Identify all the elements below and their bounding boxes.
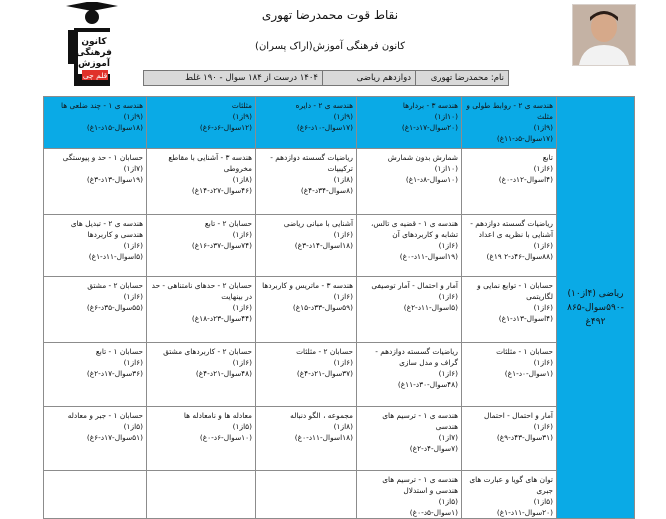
topic-cell	[357, 97, 462, 149]
topic-level: (۶از۱)	[333, 292, 353, 301]
svg-text:فرهنگی: فرهنگی	[76, 48, 112, 58]
topic-level: (۸از۱)	[232, 175, 252, 184]
student-info-table	[143, 70, 509, 86]
topic-stats: (۴اسوال-۱۲د-۰غ)	[498, 175, 553, 184]
topic-cell	[44, 97, 147, 149]
topic-stats: (۴۸سوال-۳۰د-۱۱غ)	[397, 380, 458, 389]
kanoon-logo	[52, 2, 132, 92]
topic-title: هندسه ۳ - ماتریس و کاربردها	[262, 281, 353, 290]
topic-stats: (۱۹سوال-۱۳د-۳غ)	[86, 175, 143, 184]
topic-level: (۹از۱)	[533, 123, 553, 132]
topic-cell	[357, 407, 462, 471]
topic-title: معادله ها و نامعادله ها	[183, 411, 252, 420]
topic-stats: (۱۹اسوال-۱۱د-۰غ)	[399, 252, 458, 261]
topic-level: (۱۰از۱)	[434, 164, 458, 173]
topic-level: (۶از۱)	[333, 358, 353, 367]
topic-stats: (۷۴سوال-۳۷د-۱۶غ)	[191, 241, 252, 250]
topic-cell	[147, 97, 256, 149]
topic-title: مجموعه ، الگو دنباله	[290, 411, 353, 420]
topic-stats: (۱۷سوال-۵د-۱۱غ)	[496, 134, 553, 143]
topic-cell	[256, 343, 357, 407]
topic-title: ریاضیات گسسته دوازدهم - گراف و مدل سازی	[375, 347, 458, 367]
table-row	[44, 97, 635, 149]
page-title: نقاط قوت محمدرضا تهوری	[261, 8, 399, 22]
topic-stats: (۴۸سوال-۲۱د-۴غ)	[195, 369, 252, 378]
topic-level: (۸از۱)	[333, 422, 353, 431]
topic-title: آمار و احتمال - احتمال	[484, 411, 553, 420]
topic-level: (۶از۱)	[123, 241, 143, 250]
subject-summary: ریاضی (۴از۱۰) -۵۹۰سوال-۸۶۵ ۴۹۲غ	[557, 97, 635, 519]
topic-title: حسابان ۱ - جبر و معادله	[67, 411, 143, 420]
topic-level: (۶از۱)	[232, 303, 252, 312]
topic-cell	[357, 277, 462, 343]
topic-level: (۶از۱)	[123, 292, 143, 301]
topic-title: هندسه ی ۲ - دایره	[295, 101, 353, 110]
topic-cell	[256, 97, 357, 149]
topic-title: هندسه ۳ - آشنایی با مقاطع مخروطی	[168, 153, 252, 173]
topic-stats: (۱۰سوال-۶د-۰غ)	[199, 433, 252, 442]
table-row	[44, 471, 635, 519]
svg-text:آموزش: آموزش	[78, 59, 110, 69]
topic-cell	[44, 149, 147, 215]
table-row	[44, 277, 635, 343]
topic-cell	[462, 215, 557, 277]
topic-level: (۹از۱)	[232, 112, 252, 121]
topic-title: هندسه ی ۱ - ترسیم های هندسی	[382, 411, 458, 431]
topic-stats: (۱۸سوال-۱۵د-۱غ)	[86, 123, 143, 132]
topic-stats: (۳۷سوال-۲۱د-۴غ)	[296, 369, 353, 378]
topic-level: (۵از۱)	[438, 497, 458, 506]
topic-stats: (۱سوال-۵د-۰غ)	[409, 508, 458, 517]
topic-level: (۶از۱)	[232, 230, 252, 239]
student-name: نام: محمدرضا تهوری	[416, 71, 509, 86]
table-row	[44, 215, 635, 277]
topic-stats: (۱۸اسوال-۱۱د-۰غ)	[294, 433, 353, 442]
topic-title: هندسه ی ۲ - تبدیل های هندسی و کاربردها	[70, 219, 143, 239]
topic-stats: (۸۸سوال-۴۶د-۲ ۱۹غ)	[486, 252, 553, 261]
topic-cell	[256, 277, 357, 343]
topic-level: (۸از۱)	[333, 175, 353, 184]
topic-cell	[147, 215, 256, 277]
table-row	[44, 407, 635, 471]
topic-title: ریاضیات گسسته دوازدهم - ترکیبیات	[270, 153, 353, 173]
topic-stats: (۵اسوال-۱۱د-۲غ)	[403, 303, 458, 312]
topic-cell	[256, 149, 357, 215]
topic-stats: (۱سوال-۰د-۱غ)	[504, 369, 553, 378]
topic-cell	[147, 149, 256, 215]
topic-cell	[44, 277, 147, 343]
topic-title: شمارش بدون شمارش	[387, 153, 458, 162]
topic-level: (۱۰از۱)	[434, 112, 458, 121]
topic-level: (۶از۱)	[438, 369, 458, 378]
topic-title: توان های گویا و عبارت های جبری	[469, 475, 553, 495]
topic-title: حسابان ۱ - تابع	[95, 347, 143, 356]
topic-title: حسابان ۲ - تابع	[204, 219, 252, 228]
topic-cell	[44, 471, 147, 519]
topic-cell	[462, 343, 557, 407]
topic-stats: (۳۶سوال-۱۷د-۲غ)	[86, 369, 143, 378]
topic-cell	[147, 343, 256, 407]
topic-cell	[256, 215, 357, 277]
topic-level: (۵از۱)	[232, 422, 252, 431]
topic-cell	[44, 343, 147, 407]
topic-level: (۹از۱)	[333, 112, 353, 121]
svg-text:قلم چی: قلم چی	[82, 71, 108, 80]
topic-level: (۵از۱)	[123, 422, 143, 431]
topic-cell	[256, 407, 357, 471]
topic-title: حسابان ۲ - کاربردهای مشتق	[163, 347, 252, 356]
topic-stats: (۵۱سوال-۱۷د-۶غ)	[86, 433, 143, 442]
topic-title: ریاضیات گسسته دوازدهم - آشنایی با نظریه ی اعداد	[470, 219, 553, 239]
topic-level: (۶از۱)	[438, 292, 458, 301]
topic-cell	[462, 97, 557, 149]
topic-cell	[462, 149, 557, 215]
topic-title: تابع	[542, 153, 553, 162]
table-row	[44, 343, 635, 407]
topic-level: (۹از۱)	[123, 112, 143, 121]
topic-level: (۶از۱)	[533, 303, 553, 312]
topic-title: هندسه ی ۱ - چند ضلعی ها	[61, 101, 143, 110]
topic-level: (۶از۱)	[123, 358, 143, 367]
institute-subtitle: کانون فرهنگی آموزش(اراک پسران)	[255, 41, 405, 52]
topic-level: (۶از۱)	[333, 230, 353, 239]
topic-title: حسابان ۲ - حدهای نامتناهی - حد در بینهایت	[151, 281, 252, 301]
topic-title: هندسه ی ۱ - ترسیم های هندسی و استدلال	[382, 475, 458, 495]
topic-stats: (۱۰سوال-۸د-۱غ)	[405, 175, 458, 184]
topic-cell	[44, 407, 147, 471]
topic-title: حسابان ۲ - مشتق	[87, 281, 143, 290]
topic-stats: (۱۸اسوال-۱۴د-۳غ)	[294, 241, 353, 250]
topic-level: (۵از۱)	[533, 497, 553, 506]
topic-title: هندسه ی ۱ - قضیه ی تالس، تشابه و کاربردهای آن	[371, 219, 458, 239]
topic-cell	[147, 407, 256, 471]
topic-title: حسابان ۱ - مثلثات	[496, 347, 553, 356]
topic-cell	[44, 215, 147, 277]
topic-stats: (۴۶سوال-۲۷د-۱۴غ)	[191, 186, 252, 195]
topic-title: مثلثات	[231, 101, 252, 110]
topic-level: (۶از۱)	[533, 358, 553, 367]
topic-cell	[357, 471, 462, 519]
strengths-table	[43, 96, 635, 519]
topic-stats: (۱۲سوال-۶د-۶غ)	[199, 123, 252, 132]
score-summary: ۱۴۰۴ درست از ۱۸۴ سوال - ۱۹۰ غلط	[144, 71, 323, 86]
topic-title: آمار و احتمال - آمار توصیفی	[371, 281, 458, 290]
topic-cell	[256, 471, 357, 519]
topic-title: حسابان ۲ - مثلثات	[296, 347, 353, 356]
topic-title: آشنایی با مبانی ریاضی	[283, 219, 353, 228]
topic-cell	[462, 471, 557, 519]
topic-cell	[357, 215, 462, 277]
topic-stats: (۷سوال-۴د-۲غ)	[409, 444, 458, 453]
topic-level: (۶از۱)	[533, 241, 553, 250]
topic-title: حسابان ۱ - توابع نمایی و لگاریتمی	[477, 281, 553, 301]
topic-stats: (۵۹سوال-۳۳د-۱۵غ)	[292, 303, 353, 312]
topic-level: (۶از۱)	[533, 422, 553, 431]
topic-stats: (۵اسوال-۱۱د-۱غ)	[88, 252, 143, 261]
topic-stats: (۲۰سوال-۱۷د-۱غ)	[401, 123, 458, 132]
topic-stats: (۲۰سوال-۱۱د-۱غ)	[496, 508, 553, 517]
topic-stats: (۵۵سوال-۳۵د-۶غ)	[86, 303, 143, 312]
topic-level: (۶از۱)	[232, 358, 252, 367]
topic-title: هندسه ی ۲ - روابط طولی و مثلث	[466, 101, 553, 121]
topic-cell	[147, 277, 256, 343]
topic-cell	[462, 277, 557, 343]
table-row	[44, 149, 635, 215]
student-photo	[572, 4, 636, 66]
student-grade: دوازدهم ریاضی	[323, 71, 416, 86]
svg-text:کانون: کانون	[81, 37, 107, 47]
topic-cell	[357, 149, 462, 215]
topic-stats: (۴۴سوال-۲۳د-۱۸غ)	[191, 314, 252, 323]
topic-level: (۷از۱)	[438, 433, 458, 442]
topic-cell	[147, 471, 256, 519]
topic-title: حسابان ۱ - حد و پیوستگی	[62, 153, 143, 162]
topic-title: هندسه ۳ - بردارها	[402, 101, 458, 110]
topic-stats: (۱۷سوال-۱۰د-۶غ)	[296, 123, 353, 132]
topic-stats: (۸سوال-۳۴د-۴غ)	[300, 186, 353, 195]
topic-stats: (۳۱سوال-۴۳د-۹غ)	[496, 433, 553, 442]
topic-level: (۶از۱)	[533, 164, 553, 173]
topic-stats: (۴اسوال-۱۳د-۱غ)	[498, 314, 553, 323]
topic-cell	[357, 343, 462, 407]
topic-level: (۶از۱)	[438, 241, 458, 250]
topic-cell	[462, 407, 557, 471]
topic-level: (۷از۱)	[123, 164, 143, 173]
